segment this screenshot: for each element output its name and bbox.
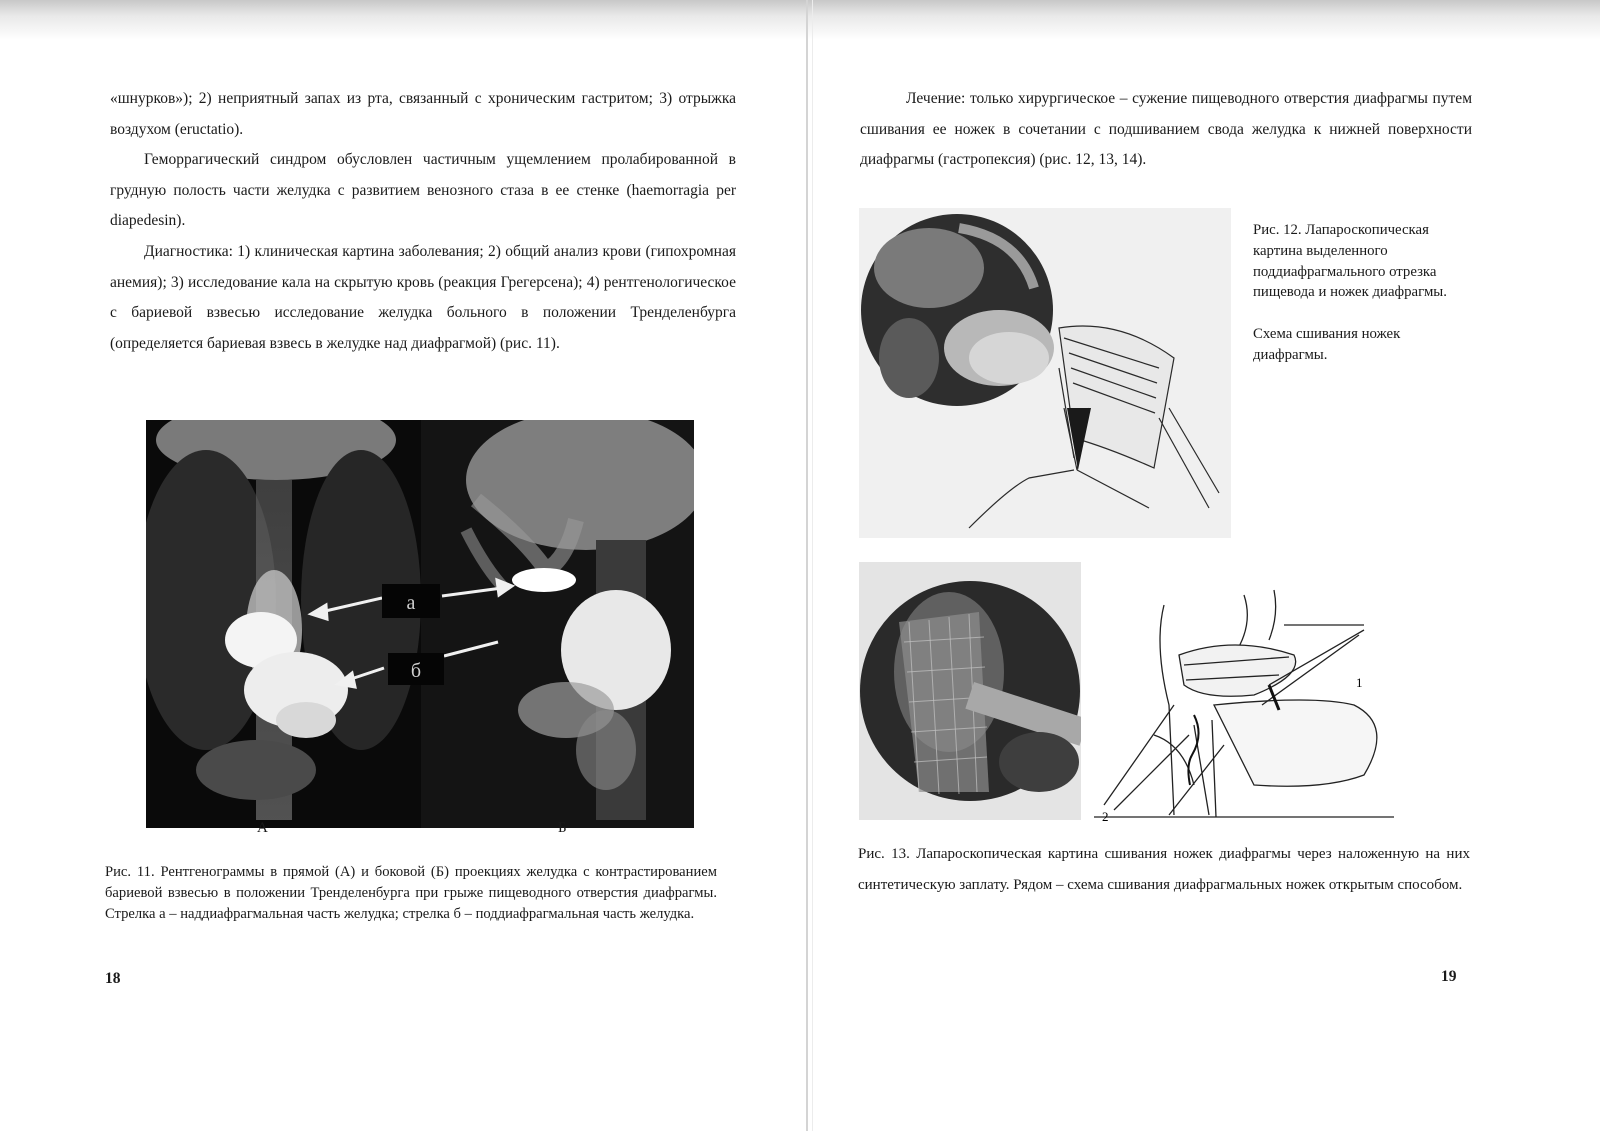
- figure-13-schema-drawing: [1094, 585, 1394, 825]
- figure-13-laparoscopy-image: [859, 562, 1081, 820]
- arrow-label-a: а: [406, 592, 416, 614]
- figure-13-caption: Рис. 13. Лапароскопическая картина сшивания ножек диафрагмы через наложенную на них синтетическую заплату. Рядом – схема сшивания диафрагмальных ножек открытым способом.: [858, 846, 1470, 893]
- right-paragraph-treatment: Лечение: только хирургическое – сужение пищеводного отверстия диафрагмы путем сшивания ее ножек в сочетании с подшиванием свода желудка к нижней поверхности диафрагмы (гастропексия) (рис. 12, 13, 14).: [860, 90, 1472, 168]
- schema-label-2: 2: [1102, 809, 1109, 824]
- laparoscopy-schema-image: [859, 208, 1231, 538]
- figure-11-label-a: А: [257, 820, 268, 836]
- left-paragraph-hemorrhagic: Геморрагический синдром обусловлен частичным ущемлением пролабированной в грудную полость части желудка с развитием венозного стаза в ее стенке (haemorragia per diapedesin).: [110, 151, 736, 229]
- laparoscopy-mesh-image: [859, 562, 1081, 820]
- open-suture-schema-image: [1094, 585, 1394, 825]
- figure-12-caption-schema: Схема сшивания ножек диафрагмы.: [1253, 326, 1401, 363]
- book-gutter-shadow: [812, 0, 813, 1131]
- figure-12-caption-main: Рис. 12. Лапароскопическая картина выделенного поддиафрагмального отрезка пищевода и ножек диафрагмы.: [1253, 222, 1447, 301]
- left-paragraph-diagnostics: Диагностика: 1) клиническая картина заболевания; 2) общий анализ крови (гипохромная анемия); 3) исследование кала на скрытую кровь (реакция Грегерсена); 4) рентгенологическое с бариевой взвесью исследование желудка больного в положении Тренделенбурга (определяется бариевая взвесь в желудке над диафрагмой) (рис. 11).: [110, 243, 736, 352]
- xray-image: [146, 420, 694, 828]
- figure-12-laparoscopy-image: [859, 208, 1231, 538]
- figure-11-caption: Рис. 11. Рентгенограммы в прямой (А) и боковой (Б) проекциях желудка с контрастированием бариевой взвесью в положении Тренделенбурга при грыже пищеводного отверстия диафрагмы. Стрелка а – наддиафрагмальная часть желудка; стрелка б – поддиафрагмальная часть желудка.: [105, 864, 717, 922]
- xray-panel-lateral: [421, 420, 694, 828]
- figure-11-xray: [146, 420, 694, 828]
- page-number-left: 18: [105, 970, 121, 987]
- schema-label-1: 1: [1356, 675, 1363, 690]
- arrow-label-b: б: [410, 660, 422, 682]
- scan-top-shadow: [0, 0, 1600, 40]
- book-gutter: [806, 0, 808, 1131]
- left-paragraph-symptoms: «шнурков»); 2) неприятный запах из рта, связанный с хроническим гастритом; 3) отрыжка воздухом (eructatio).: [110, 90, 736, 138]
- page-number-right: 19: [1441, 968, 1457, 985]
- figure-11-label-b: Б: [558, 820, 567, 836]
